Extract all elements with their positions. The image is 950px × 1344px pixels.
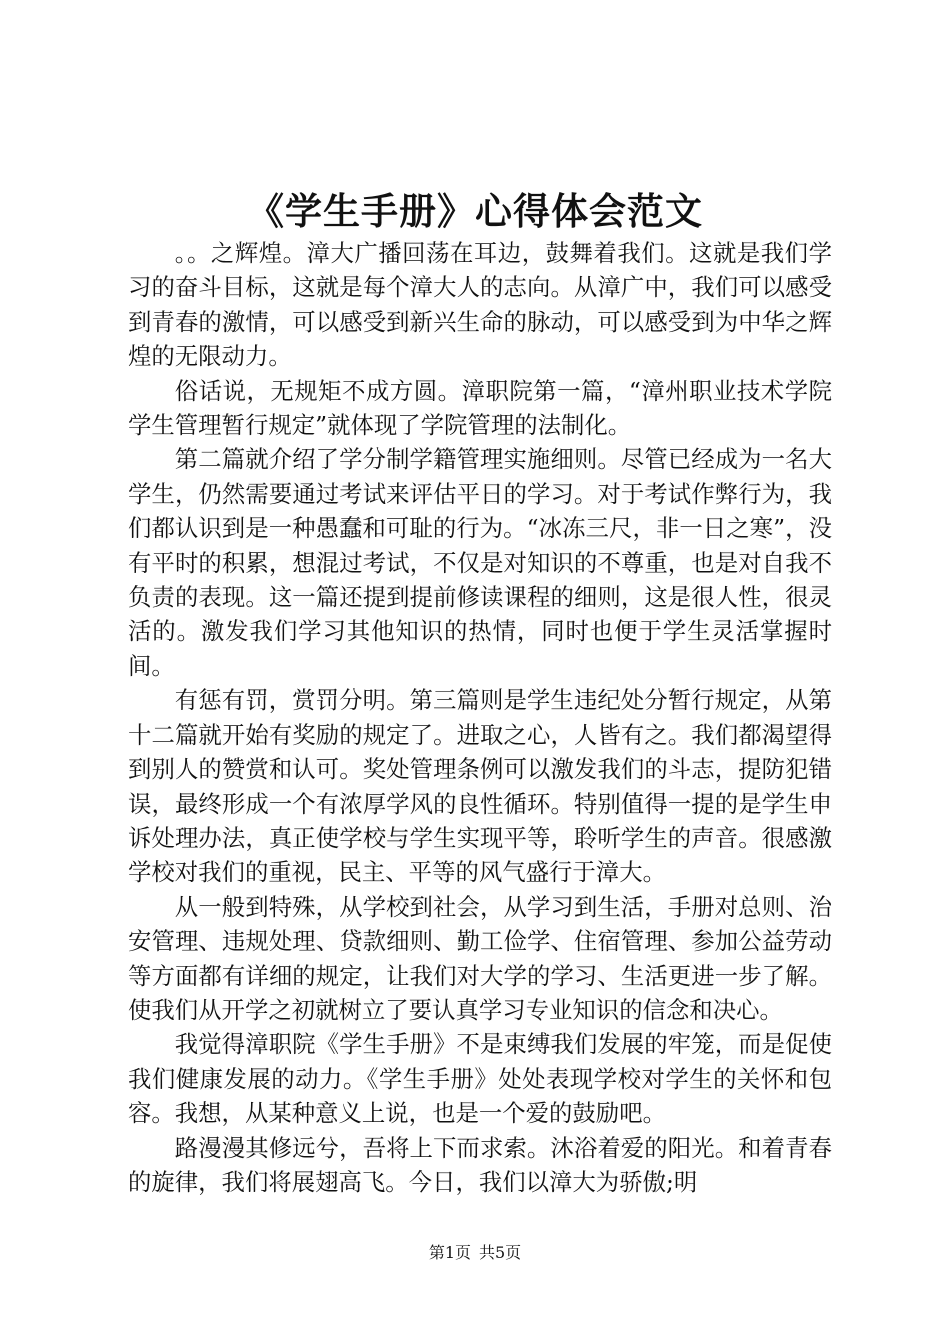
document-title: 《学生手册》心得体会范文 bbox=[247, 189, 703, 233]
document-body bbox=[128, 236, 832, 1199]
paragraph: 从一般到特殊，从学校到社会，从学习到生活，手册对总则、治安管理、违规处理、贷款细则、勤工俭学、住宿管理、参加公益劳动等方面都有详细的规定，让我们对大学的学习、生活更进一步了解。使我们从开学之初就树立了要认真学习专业知识的信念和决心。 bbox=[128, 892, 832, 1024]
paragraph: 我觉得漳职院《学生手册》不是束缚我们发展的牢笼，而是促使我们健康发展的动力。《学生手册》处处表现学校对学生的关怀和包容。我想，从某种意义上说，也是一个爱的鼓励吧。 bbox=[128, 1030, 832, 1128]
paragraph: 第二篇就介绍了学分制学籍管理实施细则。尽管已经成为一名大学生，仍然需要通过考试来评估平日的学习。对于考试作弊行为，我们都认识到是一种愚蠢和可耻的行为。“冰冻三尺，非一日之寒”，没有平时的积累，想混过考试，不仅是对知识的不尊重，也是对自我不负责的表现。这一篇还提到提前修读课程的细则，这是很人性，很灵活的。激发我们学习其他知识的热情，同时也便于学生灵活掌握时间。 bbox=[128, 445, 832, 680]
paragraph: 俗话说，无规矩不成方圆。漳职院第一篇，“漳州职业技术学院学生管理暂行规定”就体现了学院管理的法制化。 bbox=[128, 376, 832, 440]
page-footer bbox=[0, 1242, 950, 1264]
page-number: 第1页 bbox=[428, 1243, 471, 1262]
paragraph: 路漫漫其修远兮，吾将上下而求索。沐浴着爱的阳光。和着青春的旋律，我们将展翅高飞。今日，我们以漳大为骄傲;明 bbox=[128, 1133, 832, 1196]
page-total: 共5页 bbox=[479, 1243, 522, 1262]
paragraph: 有惩有罚，赏罚分明。第三篇则是学生违纪处分暂行规定，从第十二篇就开始有奖励的规定了。进取之心，人皆有之。我们都渴望得到别人的赞赏和认可。奖处管理条例可以激发我们的斗志，提防犯错误，最终形成一个有浓厚学风的良性循环。特别值得一提的是学生申诉处理办法，真正使学校与学生实现平等，聆听学生的声音。很感激学校对我们的重视，民主、平等的风气盛行于漳大。 bbox=[128, 686, 832, 887]
paragraph: 。。之辉煌。漳大广播回荡在耳边，鼓舞着我们。这就是我们学习的奋斗目标，这就是每个漳大人的志向。从漳广中，我们可以感受到青春的激情，可以感受到新兴生命的脉动，可以感受到为中华之辉煌的无限动力。 bbox=[128, 239, 832, 371]
